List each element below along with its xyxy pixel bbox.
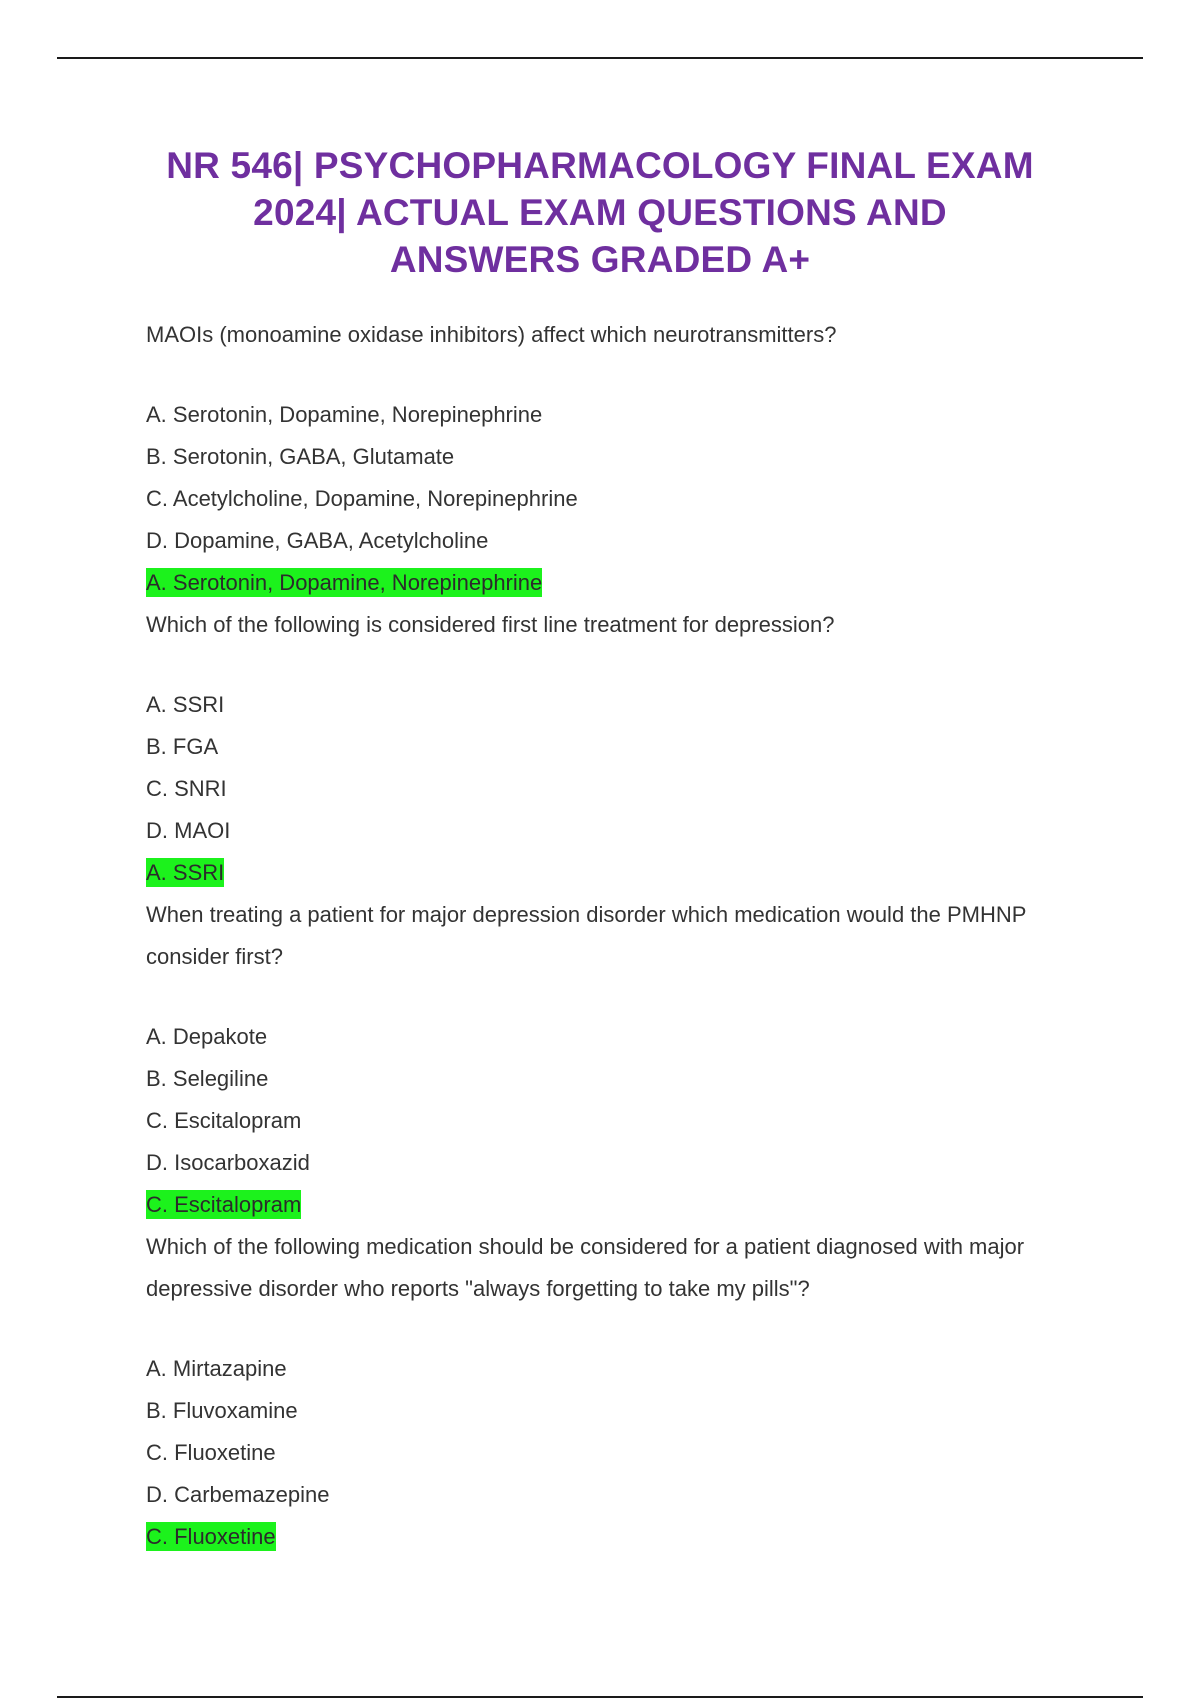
title-line: ANSWERS GRADED A+: [389, 239, 811, 280]
option-item: B. FGA: [146, 734, 219, 759]
answer-line: [146, 1516, 1076, 1558]
question-block: [146, 894, 1076, 1226]
option-item: B. Fluvoxamine: [146, 1398, 298, 1423]
title-line: 2024| ACTUAL EXAM QUESTIONS AND: [253, 192, 947, 233]
option-list: [146, 684, 1076, 852]
question-list: [146, 314, 1076, 1558]
document-title: [100, 142, 1100, 283]
option-item: D. MAOI: [146, 818, 231, 843]
question-block: [146, 604, 1076, 894]
option-item: B. Selegiline: [146, 1066, 269, 1091]
title-line: NR 546| PSYCHOPHARMACOLOGY FINAL EXAM: [166, 145, 1034, 186]
option-item: C. Escitalopram: [146, 1108, 302, 1133]
bottom-rule: [57, 1696, 1143, 1698]
answer-line: [146, 562, 1076, 604]
question-block: [146, 1226, 1076, 1558]
answer-line: [146, 1184, 1076, 1226]
question-text: MAOIs (monoamine oxidase inhibitors) affect which neurotransmitters?: [146, 322, 837, 347]
question-block: [146, 314, 1076, 604]
option-list: [146, 394, 1076, 562]
highlighted-answer: C. Escitalopram: [146, 1192, 302, 1217]
option-item: C. Fluoxetine: [146, 1440, 276, 1465]
option-item: C. Acetylcholine, Dopamine, Norepinephrine: [146, 486, 578, 511]
option-item: D. Carbemazepine: [146, 1482, 330, 1507]
highlighted-answer: A. Serotonin, Dopamine, Norepinephrine: [146, 570, 543, 595]
highlighted-answer: C. Fluoxetine: [146, 1524, 276, 1549]
option-item: A. Mirtazapine: [146, 1356, 287, 1381]
option-list: [146, 1016, 1076, 1184]
option-item: D. Dopamine, GABA, Acetylcholine: [146, 528, 489, 553]
answer-line: [146, 852, 1076, 894]
question-text: Which of the following medication should be considered for a patient diagnosed with major depressive disorder who reports "always forgetting to take my pills"?: [146, 1234, 1025, 1301]
option-item: B. Serotonin, GABA, Glutamate: [146, 444, 455, 469]
option-item: D. Isocarboxazid: [146, 1150, 310, 1175]
highlighted-answer: A. SSRI: [146, 860, 225, 885]
option-item: A. SSRI: [146, 692, 225, 717]
question-text: When treating a patient for major depression disorder which medication would the PMHNP consider first?: [146, 902, 1027, 969]
option-item: A. Depakote: [146, 1024, 268, 1049]
option-item: A. Serotonin, Dopamine, Norepinephrine: [146, 402, 543, 427]
option-item: C. SNRI: [146, 776, 227, 801]
question-text: Which of the following is considered first line treatment for depression?: [146, 612, 835, 637]
top-rule: [57, 57, 1143, 59]
option-list: [146, 1348, 1076, 1516]
